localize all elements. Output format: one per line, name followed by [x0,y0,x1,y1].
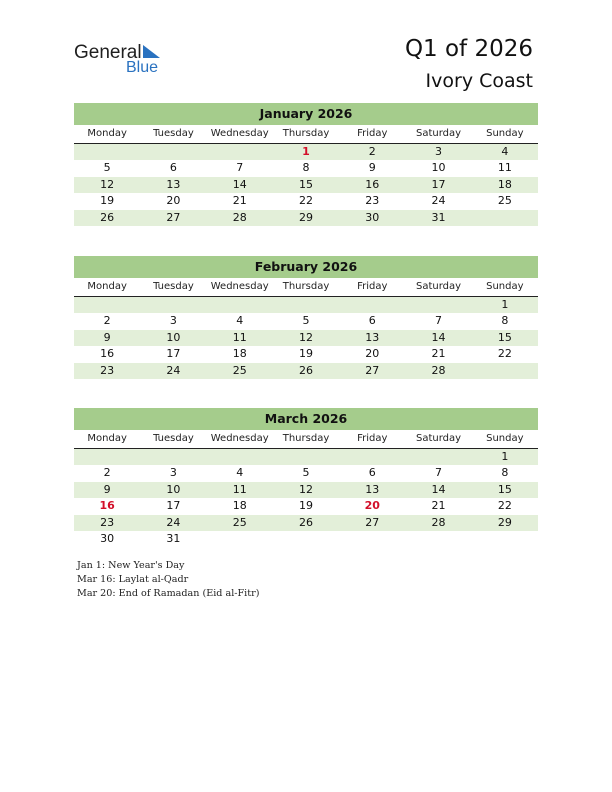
day-cell: 4 [501,145,509,158]
day-cell: 1 [501,450,509,463]
day-cell: 11 [232,482,247,496]
holiday-note: Mar 16: Laylat al-Qadr [77,574,189,585]
day-cell: 20 [364,499,380,513]
holiday-notes [77,559,259,601]
day-cell: 20 [166,194,181,208]
day-cell: 21 [431,347,446,361]
holiday-note: Mar 20: End of Ramadan (Eid al-Fitr) [77,588,260,599]
weekday-label: Thursday [282,281,330,292]
day-cell: 26 [298,363,313,377]
day-cell: 7 [435,314,443,328]
weekday-label: Tuesday [153,433,194,444]
weekday-label: Tuesday [153,128,194,139]
day-cell: 20 [365,347,380,361]
empty-day-cell [405,297,471,313]
weekday-header-row [74,430,538,449]
weekday-header-row [74,278,538,297]
day-cell: 15 [298,177,313,191]
week-row [74,363,538,379]
day-cell: 10 [166,330,181,344]
weekday-label: Sunday [486,128,524,139]
weekday-label: Thursday [282,128,330,139]
weekday-label: Monday [87,128,127,139]
empty-day-cell [74,297,140,313]
weekday-label: Sunday [486,281,524,292]
day-cell: 26 [298,515,313,529]
empty-day-cell [207,449,273,465]
day-cell: 25 [232,363,247,377]
page-title: Q1 of 2026 [404,36,533,62]
weekday-label: Wednesday [210,433,269,444]
day-cell: 2 [103,466,111,480]
day-cell: 28 [431,363,446,377]
month-calendar-march [74,408,538,547]
day-cell: 18 [232,499,247,513]
day-cell: 12 [100,177,115,191]
day-cell: 9 [103,330,111,344]
day-cell: 16 [99,499,115,513]
day-cell: 7 [236,161,244,175]
weekday-label: Monday [87,433,127,444]
week-row [74,515,538,531]
day-cell: 8 [501,314,509,328]
day-cell: 13 [166,177,181,191]
month-calendar-january [74,103,538,226]
day-cell: 30 [100,531,115,545]
empty-day-cell [472,210,538,226]
weekday-label: Monday [87,281,127,292]
day-cell: 5 [103,161,111,175]
logo-triangle-icon [141,43,161,59]
day-cell: 28 [431,515,446,529]
day-cell: 24 [166,515,181,529]
day-cell: 10 [431,161,446,175]
day-cell: 26 [100,210,115,224]
weekday-label: Wednesday [210,128,269,139]
empty-day-cell [140,449,206,465]
day-cell: 9 [103,482,111,496]
day-cell: 19 [298,499,313,513]
day-cell: 22 [298,194,313,208]
holiday-note: Jan 1: New Year's Day [77,560,185,571]
empty-day-cell [405,531,471,547]
day-cell: 24 [431,194,446,208]
empty-day-cell [472,531,538,547]
weekday-label: Saturday [416,128,462,139]
day-cell: 1 [501,298,509,311]
empty-day-cell [74,144,140,160]
day-cell: 31 [166,531,181,545]
weekday-label: Friday [357,281,388,292]
empty-day-cell [339,297,405,313]
week-row [74,346,538,362]
month-title: January 2026 [74,103,538,125]
empty-day-cell [140,144,206,160]
empty-day-cell [207,144,273,160]
empty-day-cell [273,449,339,465]
logo-word-general: General [74,42,142,63]
day-cell: 19 [298,347,313,361]
week-row [74,449,538,465]
day-cell: 19 [100,194,115,208]
weekday-label: Sunday [486,433,524,444]
day-cell: 15 [497,330,512,344]
day-cell: 12 [298,330,313,344]
day-cell: 24 [166,363,181,377]
day-cell: 27 [365,515,380,529]
day-cell: 2 [103,314,111,328]
day-cell: 23 [100,363,115,377]
week-row [74,330,538,346]
week-row [74,193,538,209]
logo [74,42,184,82]
day-cell: 3 [435,145,443,158]
weekday-label: Tuesday [153,281,194,292]
day-cell: 27 [365,363,380,377]
day-cell: 3 [169,314,177,328]
week-row [74,498,538,514]
day-cell: 21 [232,194,247,208]
day-cell: 17 [166,347,181,361]
day-cell: 4 [236,314,244,328]
weekday-header-row [74,125,538,144]
day-cell: 11 [497,161,512,175]
day-cell: 23 [365,194,380,208]
day-cell: 15 [497,482,512,496]
day-cell: 17 [431,177,446,191]
week-row [74,160,538,176]
logo-word-blue: Blue [126,59,159,76]
weekday-label: Wednesday [210,281,269,292]
day-cell: 13 [365,330,380,344]
day-cell: 5 [302,314,310,328]
week-row [74,465,538,481]
month-calendar-february [74,256,538,379]
weekday-label: Friday [357,433,388,444]
day-cell: 16 [100,347,115,361]
week-row [74,177,538,193]
day-cell: 30 [365,210,380,224]
weekday-label: Saturday [416,281,462,292]
day-cell: 3 [169,466,177,480]
day-cell: 23 [100,515,115,529]
week-row [74,210,538,226]
day-cell: 2 [368,145,376,158]
day-cell: 22 [497,347,512,361]
day-cell: 27 [166,210,181,224]
week-row [74,297,538,313]
day-cell: 25 [232,515,247,529]
day-cell: 10 [166,482,181,496]
weekday-label: Friday [357,128,388,139]
empty-day-cell [207,297,273,313]
day-cell: 29 [497,515,512,529]
empty-day-cell [273,531,339,547]
week-row [74,482,538,498]
day-cell: 7 [435,466,443,480]
day-cell: 17 [166,499,181,513]
empty-day-cell [207,531,273,547]
empty-day-cell [472,363,538,379]
week-row [74,313,538,329]
day-cell: 5 [302,466,310,480]
day-cell: 18 [232,347,247,361]
day-cell: 18 [497,177,512,191]
empty-day-cell [405,449,471,465]
empty-day-cell [74,449,140,465]
week-row [74,531,538,547]
day-cell: 22 [497,499,512,513]
day-cell: 8 [302,161,310,175]
empty-day-cell [339,531,405,547]
day-cell: 12 [298,482,313,496]
week-row [74,144,538,160]
page-subtitle: Ivory Coast [425,70,533,92]
day-cell: 13 [365,482,380,496]
empty-day-cell [140,297,206,313]
weekday-label: Saturday [416,433,462,444]
day-cell: 31 [431,210,446,224]
day-cell: 4 [236,466,244,480]
day-cell: 21 [431,499,446,513]
day-cell: 9 [368,161,376,175]
day-cell: 28 [232,210,247,224]
day-cell: 14 [431,482,446,496]
day-cell: 6 [368,314,376,328]
day-cell: 11 [232,330,247,344]
day-cell: 8 [501,466,509,480]
day-cell: 25 [497,194,512,208]
empty-day-cell [273,297,339,313]
day-cell: 29 [298,210,313,224]
day-cell: 1 [302,145,310,158]
day-cell: 16 [365,177,380,191]
day-cell: 14 [232,177,247,191]
month-title: March 2026 [74,408,538,430]
empty-day-cell [339,449,405,465]
day-cell: 14 [431,330,446,344]
day-cell: 6 [368,466,376,480]
month-title: February 2026 [74,256,538,278]
weekday-label: Thursday [282,433,330,444]
day-cell: 6 [169,161,177,175]
